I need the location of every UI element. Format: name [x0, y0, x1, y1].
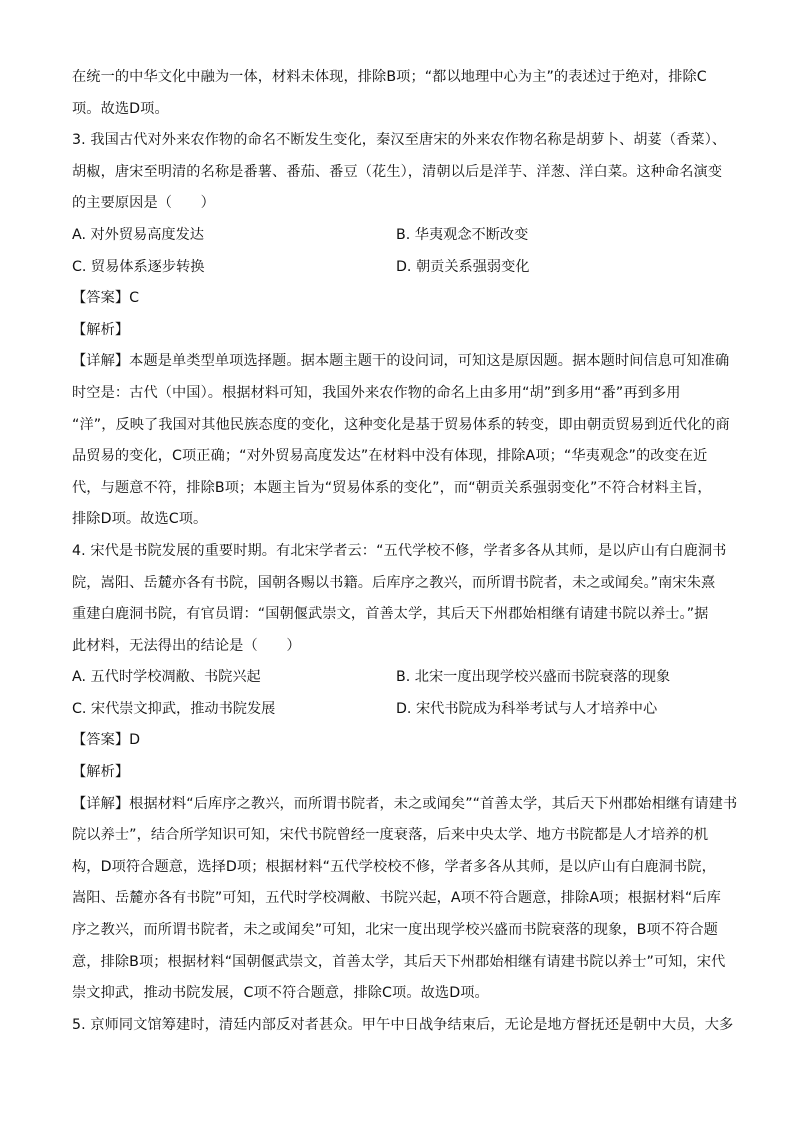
- detail-line: 院以养士”，结合所学知识可知，宋代书院曾经一度衰落，后来中央太学、地方书院都是人才培养的机: [72, 827, 709, 844]
- option-row: [72, 694, 732, 726]
- answer-line: 【答案】C: [72, 290, 140, 307]
- detail-line: 序之教兴，而所谓书院者，未之或闻矣”可知，北宋一度出现学校兴盛而书院衰落的现象，B项不符合题: [72, 922, 718, 939]
- analysis-heading: 【解析】: [72, 321, 130, 338]
- detail-line: 排除D项。故选C项。: [72, 511, 208, 528]
- question-3: [72, 125, 732, 536]
- detail-line: 时空是：古代（中国）。根据材料可知，我国外来农作物的命名上由多用“胡”到多用“番”再到多用: [72, 384, 681, 401]
- question-stem-line: 3. 我国古代对外来农作物的命名不断发生变化，秦汉至唐宋的外来农作物名称是胡萝卜、胡荽（香菜）、: [72, 132, 727, 149]
- detail-line: 嵩阳、岳麓亦各有书院”可知，五代时学校凋敝、书院兴起，A项不符合题意，排除A项；根据材料“后库: [72, 890, 721, 907]
- option-b: B. 北宋一度出现学校兴盛而书院衰落的现象: [396, 669, 671, 686]
- option-d: D. 朝贡关系强弱变化: [396, 258, 530, 275]
- detail-line: 品贸易的变化，C项正确；“对外贸易高度发达”在材料中没有体现，排除A项；“华夷观念”的改变在近: [72, 448, 708, 465]
- detail-line: 构，D项符合题意，选择D项；根据材料“五代学校校不修，学者多各从其师，是以庐山有白鹿洞书院，: [72, 858, 716, 875]
- question-stem-line: 院，嵩阳、岳麓亦各有书院，国朝各赐以书籍。后库序之教兴，而所谓书院者，未之或闻矣。”南宋朱熹: [72, 574, 716, 591]
- question-stem-line: 5. 京师同文馆筹建时，清廷内部反对者甚众。甲午中日战争结束后，无论是地方督抚还是朝中大员，大多: [72, 1016, 734, 1033]
- option-b: B. 华夷观念不断改变: [396, 226, 529, 243]
- detail-line: 【详解】根据材料“后库序之教兴，而所谓书院者，未之或闻矣”“首善太学，其后天下州郡始相继有请建书: [72, 795, 738, 812]
- question-4: [72, 536, 738, 1010]
- text-line: 在统一的中华文化中融为一体，材料未体现，排除B项；“都以地理中心为主”的表述过于绝对，排除C: [72, 69, 707, 85]
- option-c: C. 宋代崇文抑武，推动书院发展: [72, 700, 276, 717]
- question-stem-line: 重建白鹿洞书院，有官员谓：“国朝偃武崇文，首善太学，其后天下州郡始相继有请建书院以养士。”据: [72, 606, 709, 623]
- detail-line: 意，排除B项；根据材料“国朝偃武崇文，首善太学，其后天下州郡始相继有请建书院以养士”可知，宋代: [72, 953, 726, 970]
- answer-line: 【答案】D: [72, 732, 141, 749]
- option-row: [72, 220, 732, 252]
- option-c: C. 贸易体系逐步转换: [72, 258, 205, 275]
- question-5: [72, 1010, 732, 1042]
- analysis-heading: 【解析】: [72, 764, 130, 781]
- document-page: [72, 62, 738, 1041]
- question-stem-line: 此材料，无法得出的结论是（ ）: [72, 637, 301, 654]
- detail-line: 崇文抑武，推动书院发展，C项不符合题意，排除C项。故选D项。: [72, 985, 489, 1002]
- question-stem-line: 胡椒，唐宋至明清的名称是番薯、番茄、番豆（花生），清朝以后是洋芋、洋葱、洋白菜。这种命名演变: [72, 163, 723, 180]
- detail-line: 【详解】本题是单类型单项选择题。据本题主题干的设问词，可知这是原因题。据本题时间信息可知准确: [72, 353, 730, 370]
- option-row: [72, 662, 732, 694]
- detail-line: “洋”，反映了我国对其他民族态度的变化，这种变化是基于贸易体系的转变，即由朝贡贸易到近代化的商: [72, 416, 730, 433]
- detail-line: 代，与题意不符，排除B项；本题主旨为“贸易体系的变化”，而“朝贡关系强弱变化”不符合材料主旨，: [72, 479, 712, 496]
- text-line: 项。故选D项。: [72, 100, 169, 117]
- question-stem-line: 的主要原因是（ ）: [72, 195, 215, 212]
- option-d: D. 宋代书院成为科举考试与人才培养中心: [396, 700, 658, 717]
- question-stem-line: 4. 宋代是书院发展的重要时期。有北宋学者云：“五代学校不修，学者多各从其师，是以庐山有白鹿洞书: [72, 542, 727, 559]
- option-row: [72, 252, 732, 284]
- option-a: A. 五代时学校凋敝、书院兴起: [72, 669, 261, 686]
- option-a: A. 对外贸易高度发达: [72, 226, 204, 243]
